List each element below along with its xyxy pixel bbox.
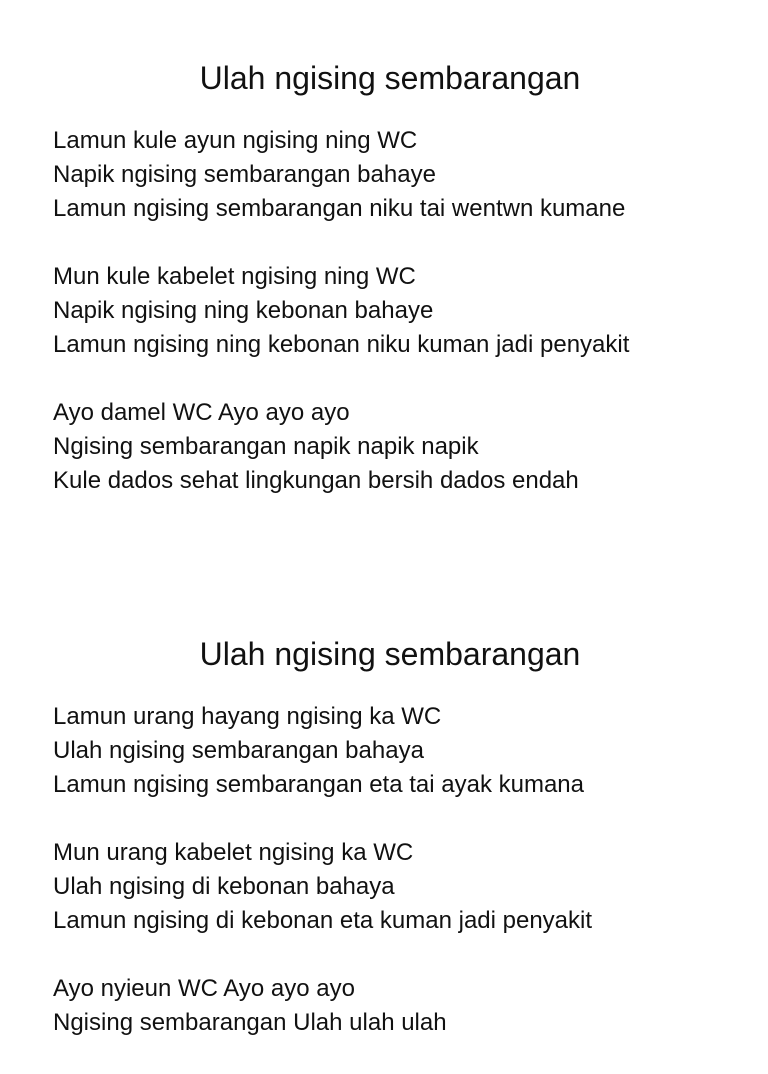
lyric-line: Lamun kule ayun ngising ning WC	[53, 127, 418, 154]
lyric-line: Napik ngising ning kebonan bahaye	[53, 297, 434, 324]
lyric-line: Kule dados sehat lingkungan bersih dados endah	[53, 467, 579, 494]
lyric-line: Lamun ngising sembarangan eta tai ayak kumana	[53, 771, 584, 798]
lyric-line: Mun kule kabelet ngising ning WC	[53, 263, 416, 290]
lyric-line: Ngising sembarangan Ulah ulah ulah	[53, 1009, 447, 1036]
lyric-line: Lamun ngising sembarangan niku tai wentwn kumane	[53, 195, 626, 222]
song-section	[0, 58, 768, 494]
lyrics	[53, 700, 592, 1074]
stanza	[53, 972, 592, 1040]
stanza	[53, 700, 592, 802]
lyrics	[53, 124, 629, 532]
stanza	[53, 260, 629, 362]
lyric-line: Napik ngising sembarangan bahaye	[53, 161, 436, 188]
lyric-line: Lamun ngising ning kebonan niku kuman jadi penyakit	[53, 331, 630, 358]
lyric-line: Ayo damel WC Ayo ayo ayo	[53, 399, 350, 426]
song-title: Ulah ngising sembarangan	[199, 636, 581, 672]
song-title: Ulah ngising sembarangan	[199, 60, 581, 96]
lyric-line: Ayo nyieun WC Ayo ayo ayo	[53, 975, 355, 1002]
stanza	[53, 396, 629, 498]
stanza	[53, 124, 629, 226]
song-section	[0, 634, 768, 1036]
lyric-line: Ngising sembarangan napik napik napik	[53, 433, 479, 460]
lyric-line: Mun urang kabelet ngising ka WC	[53, 839, 414, 866]
stanza	[53, 836, 592, 938]
lyric-line: Lamun ngising di kebonan eta kuman jadi penyakit	[53, 907, 593, 934]
lyric-line: Lamun urang hayang ngising ka WC	[53, 703, 442, 730]
lyric-line: Ulah ngising di kebonan bahaya	[53, 873, 395, 900]
lyric-line: Ulah ngising sembarangan bahaya	[53, 737, 424, 764]
